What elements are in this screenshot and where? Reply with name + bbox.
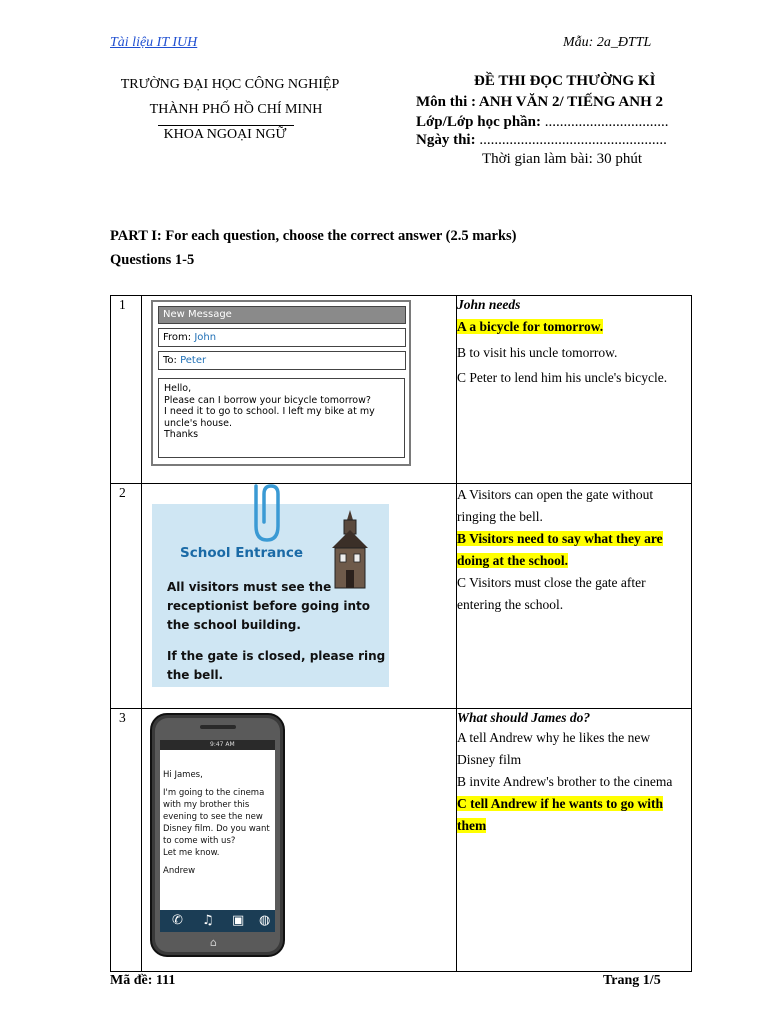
message-card bbox=[148, 298, 410, 468]
paperclip-icon bbox=[248, 482, 286, 544]
option-a[interactable]: A Visitors can open the gate without ringing the bell. bbox=[457, 487, 654, 524]
answer-cell bbox=[457, 296, 692, 484]
message-line: Hello, bbox=[164, 383, 192, 394]
date-line bbox=[416, 132, 667, 149]
smartphone bbox=[150, 713, 285, 957]
sms-text bbox=[163, 769, 275, 883]
status-time: 9:47 AM bbox=[210, 741, 235, 748]
phone-dock bbox=[160, 910, 275, 932]
class-dots: ................................. bbox=[541, 114, 669, 130]
exam-title: ĐỀ THI ĐỌC THƯỜNG KÌ bbox=[474, 73, 656, 89]
answer-cell bbox=[457, 709, 692, 972]
sms-greeting: Hi James, bbox=[163, 770, 203, 780]
option-c[interactable]: C Visitors must close the gate after entering the school. bbox=[457, 575, 646, 612]
subject-label: Môn thi : ANH VĂN 2/ TIẾNG ANH 2 bbox=[416, 94, 663, 110]
from-value: John bbox=[194, 332, 217, 343]
question-number: 3 bbox=[119, 710, 126, 725]
home-icon[interactable]: ⌂ bbox=[210, 936, 217, 949]
phone-call-icon[interactable]: ✆ bbox=[172, 913, 183, 928]
question-prompt: John needs bbox=[457, 297, 521, 312]
option-a[interactable]: A tell Andrew why he likes the new Disney film bbox=[457, 730, 651, 767]
faculty-name: KHOA NGOẠI NGỮ bbox=[163, 127, 287, 142]
message-line: uncle's house. bbox=[164, 417, 232, 429]
message-line: Please can I borrow your bicycle tomorrow? bbox=[164, 394, 371, 406]
notice-text bbox=[167, 578, 389, 697]
school-underline bbox=[158, 125, 294, 126]
option-c-correct[interactable]: C tell Andrew if he wants to go with them bbox=[457, 796, 664, 833]
option-b-correct[interactable]: B Visitors need to say what they are doing at the school. bbox=[457, 531, 663, 568]
duration: Thời gian làm bài: 30 phút bbox=[482, 151, 642, 167]
option-b[interactable]: B invite Andrew's brother to the cinema bbox=[457, 774, 673, 789]
to-label: To: bbox=[163, 355, 177, 366]
notice-title: School Entrance bbox=[180, 545, 304, 561]
phone-status-bar bbox=[160, 740, 275, 750]
question-prompt: What should James do? bbox=[457, 710, 591, 725]
option-b[interactable]: B to visit his uncle tomorrow. bbox=[457, 345, 618, 360]
message-body bbox=[158, 378, 405, 458]
globe-icon[interactable]: ◍ bbox=[259, 913, 271, 928]
message-to-field bbox=[158, 351, 406, 370]
message-from-field bbox=[158, 328, 406, 347]
sms-signature: Andrew bbox=[163, 866, 196, 876]
class-line bbox=[416, 114, 669, 131]
sms-body: I'm going to the cinema with my brother this evening to see the new Disney film. Do you want to come with us? bbox=[163, 788, 270, 846]
option-a-correct[interactable]: A a bicycle for tomorrow. bbox=[457, 319, 604, 334]
school-name-line-2: THÀNH PHỐ HỒ CHÍ MINH bbox=[149, 102, 323, 117]
school-name-line-1: TRƯỜNG ĐẠI HỌC CÔNG NGHIỆP bbox=[120, 77, 340, 92]
exam-code: Mã đề: 111 bbox=[110, 973, 176, 988]
answer-cell bbox=[457, 484, 692, 709]
bag-icon[interactable]: ▣ bbox=[232, 913, 245, 928]
part-title: PART I: For each question, choose the correct answer (2.5 marks) bbox=[110, 228, 517, 244]
message-line: Thanks bbox=[164, 429, 199, 440]
message-header: New Message bbox=[158, 306, 406, 324]
sms-closing: Let me know. bbox=[163, 848, 220, 858]
school-entrance-notice bbox=[152, 504, 389, 687]
to-value: Peter bbox=[180, 355, 207, 366]
notice-paragraph-2: If the gate is closed, please ring the bell. bbox=[167, 649, 386, 682]
page-number: Trang 1/5 bbox=[603, 973, 661, 988]
class-label: Lớp/Lớp học phần: bbox=[416, 114, 541, 130]
message-line: I need it to go to school. I left my bike at my bbox=[164, 406, 375, 417]
notice-paragraph-1: All visitors must see the receptionist before going into the school building. bbox=[167, 580, 371, 632]
date-label: Ngày thi: bbox=[416, 132, 476, 148]
form-code: Mẫu: 2a_ĐTTL bbox=[563, 35, 652, 50]
part-subtitle: Questions 1-5 bbox=[110, 252, 195, 268]
from-label: From: bbox=[163, 332, 192, 343]
music-icon[interactable]: ♫ bbox=[202, 913, 214, 928]
question-number: 2 bbox=[119, 485, 126, 500]
question-number: 1 bbox=[119, 297, 126, 312]
date-dots: .................................................. bbox=[475, 132, 667, 148]
option-c[interactable]: C Peter to lend him his uncle's bicycle. bbox=[457, 370, 668, 385]
source-link[interactable]: Tài liệu IT IUH bbox=[110, 35, 198, 50]
